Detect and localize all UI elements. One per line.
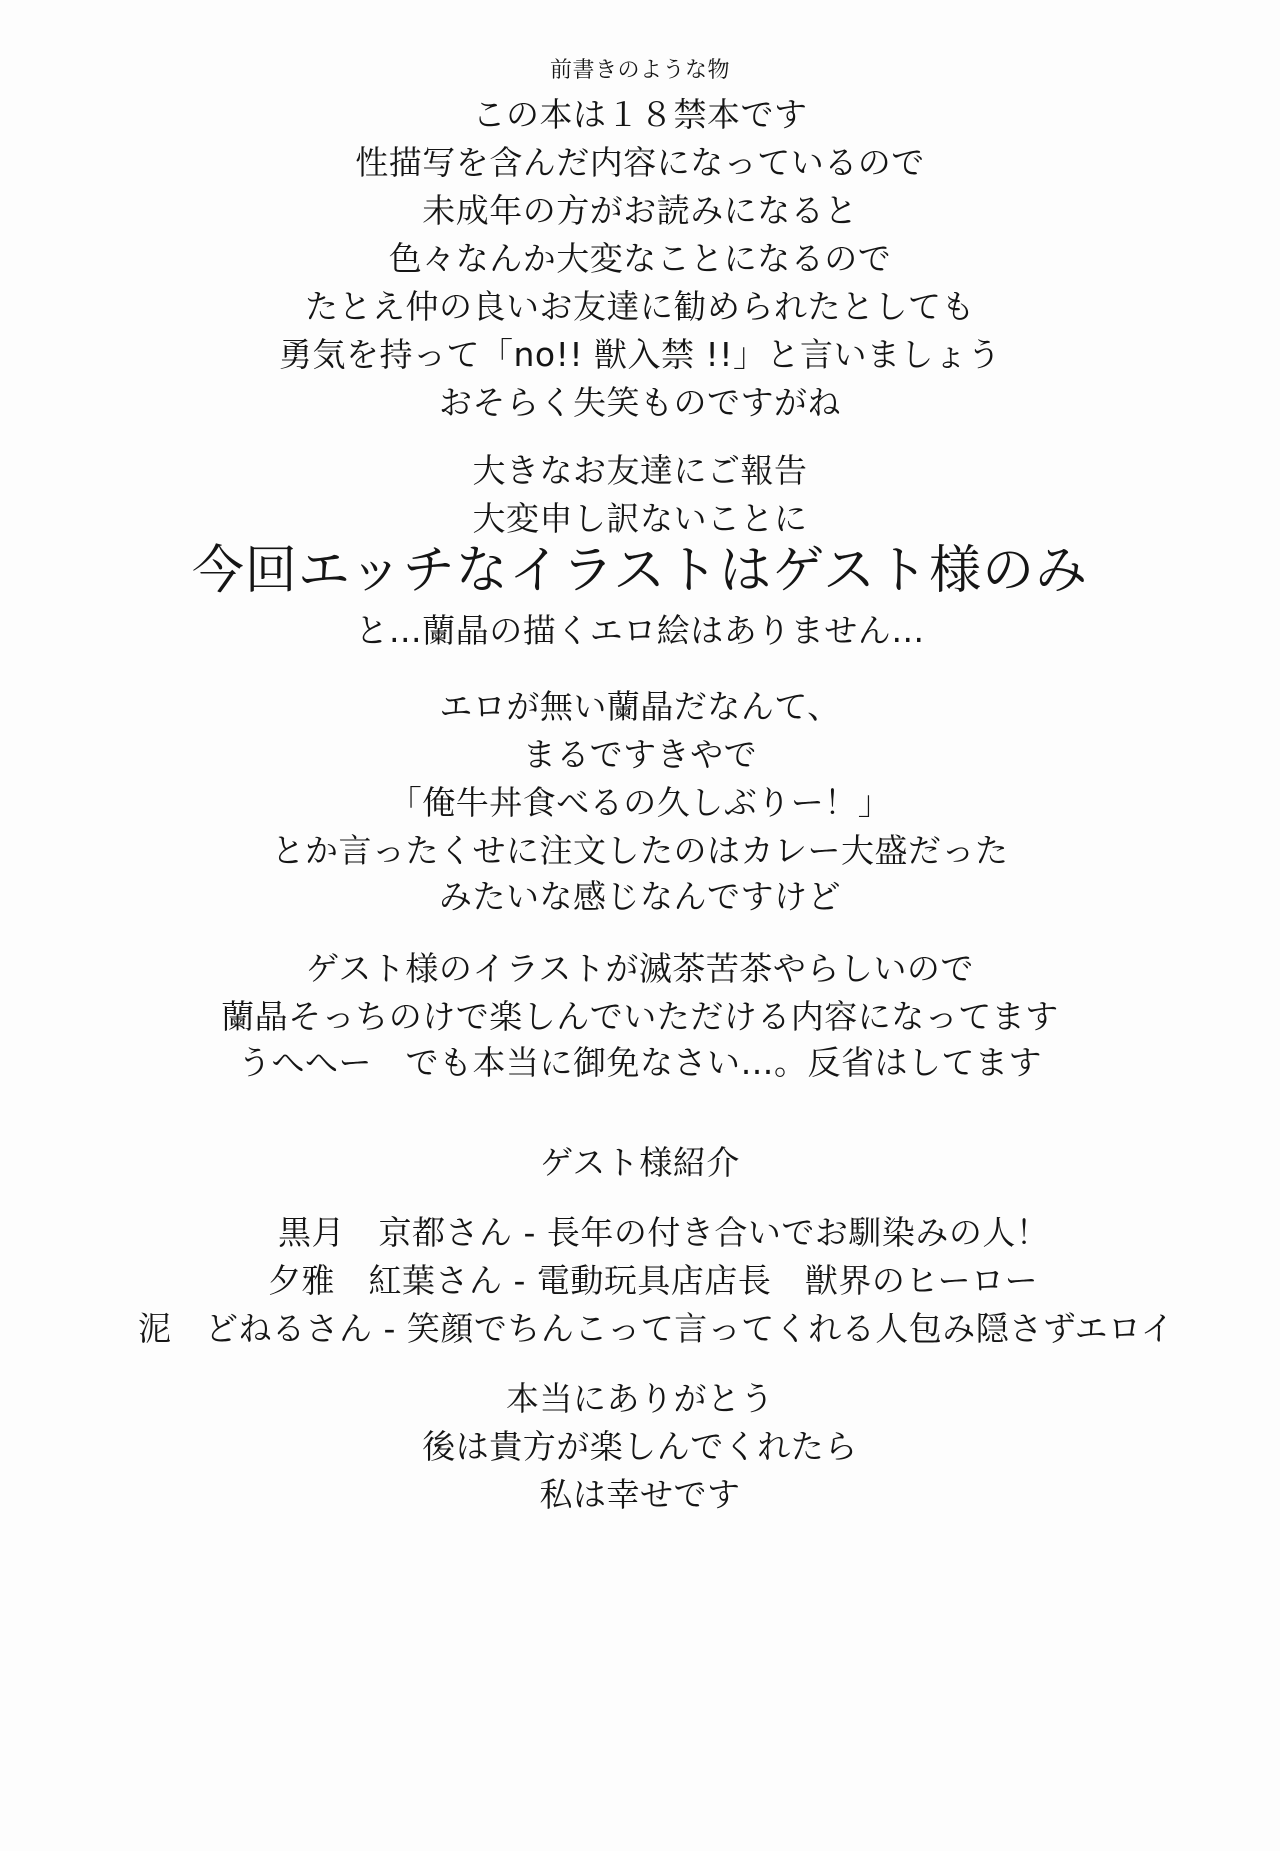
analogy-line-4: とか言ったくせに注文したのはカレー大盛だった — [271, 831, 1009, 870]
report-line-1: 大きなお友達にご報告 — [472, 451, 808, 490]
warning-line-3: 未成年の方がお読みになると — [422, 191, 858, 230]
closing-line-1: 本当にありがとう — [506, 1379, 774, 1418]
guest-praise-line-2: 蘭晶そっちのけで楽しんでいただける内容になってます — [221, 997, 1059, 1036]
warning-line-2: 性描写を含んだ内容になっているので — [355, 143, 925, 182]
warning-line-5: たとえ仲の良いお友達に勧められたとしても — [305, 287, 975, 326]
warning-line-1: この本は１８禁本です — [472, 95, 808, 134]
closing-line-2: 後は貴方が楽しんでくれたら — [422, 1427, 858, 1466]
guest-praise-line-1: ゲスト様のイラストが滅茶苦茶やらしいので — [306, 949, 974, 988]
warning-line-7: おそらく失笑ものですがね — [439, 383, 841, 422]
warning-line-6: 勇気を持って「no!! 獣入禁 !!」と言いましょう — [278, 335, 1001, 374]
closing-line-3: 私は幸せです — [539, 1475, 741, 1514]
analogy-line-1: エロが無い蘭晶だなんて、 — [439, 687, 841, 726]
analogy-line-5: みたいな感じなんですけど — [439, 877, 841, 916]
guest-intro-heading: ゲスト様紹介 — [540, 1143, 740, 1182]
guest-entry-1: 黒月 京都さん - 長年の付き合いでお馴染みの人！ — [278, 1213, 1050, 1252]
guest-praise-line-3: うへへー でも本当に御免なさい…。反省はしてます — [238, 1043, 1042, 1082]
guest-entry-2: 夕雅 紅葉さん - 電動玩具店店長 獣界のヒーロー — [268, 1261, 1039, 1300]
headline-sub: と…蘭晶の描くエロ絵はありません… — [355, 611, 925, 650]
guest-entry-3: 泥 どねるさん - 笑顔でちんこって言ってくれる人包み隠さずエロイ — [138, 1309, 1175, 1348]
analogy-line-3: 「俺牛丼食べるの久しぶりー！」 — [388, 783, 892, 822]
analogy-line-2: まるですきやで — [522, 735, 758, 774]
page-title: 前書きのような物 — [549, 58, 730, 83]
report-line-2: 大変申し訳ないことに — [472, 499, 808, 538]
headline: 今回エッチなイラストはゲスト様のみ — [191, 541, 1089, 601]
warning-line-4: 色々なんか大変なことになるので — [388, 239, 892, 278]
